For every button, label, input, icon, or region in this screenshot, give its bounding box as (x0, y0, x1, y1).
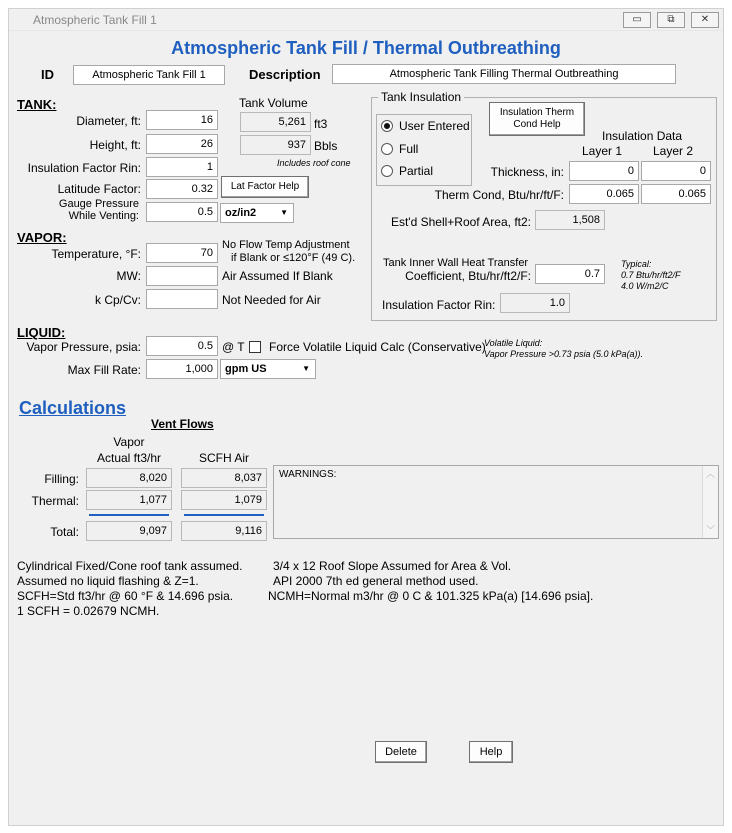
description-label: Description (249, 67, 321, 82)
insulation-rin-value: 1.0 (500, 293, 570, 313)
vapor-pressure-label: Vapor Pressure, psia: (26, 340, 141, 354)
htc-input[interactable]: 0.7 (535, 264, 605, 284)
note-right-1: 3/4 x 12 Roof Slope Assumed for Area & Vol. (273, 559, 512, 573)
shell-roof-area-label: Est'd Shell+Roof Area, ft2: (390, 215, 531, 229)
tank-volume-ft3-unit: ft3 (314, 117, 328, 131)
fill-rate-units-value: gpm US (225, 363, 267, 375)
radio-full-label: Full (399, 142, 419, 156)
volatile-note-1: Volatile Liquid: (484, 338, 543, 348)
therm-cond-label: Therm Cond, Btu/hr/ft/F: (434, 188, 564, 202)
temperature-label: Temperature, °F: (51, 247, 141, 261)
radio-full[interactable] (381, 143, 393, 155)
gauge-units-select[interactable] (220, 203, 294, 223)
thickness-label: Thickness, in: (490, 165, 564, 179)
volatile-note-2: Vapor Pressure >0.73 psia (5.0 kPa(a)). (484, 349, 643, 359)
tank-volume-bbls-unit: Bbls (314, 139, 338, 153)
chevron-down-icon: ▼ (280, 208, 288, 217)
help-button[interactable]: Help (469, 741, 513, 763)
at-t-label: @ T (222, 340, 245, 354)
insulation-rin-label: Insulation Factor Rin: (382, 298, 496, 312)
col1-header-2: Actual ft3/hr (96, 451, 162, 465)
tank-section-label: TANK: (17, 97, 57, 112)
scroll-up-icon[interactable]: ︿ (706, 469, 716, 479)
therm-cond-layer2-input[interactable]: 0.065 (641, 184, 711, 204)
id-field[interactable]: Atmospheric Tank Fill 1 (73, 65, 225, 85)
liquid-section-label: LIQUID: (17, 325, 66, 340)
col1-header-1: Vapor (113, 435, 145, 449)
tank-volume-bbls: 937 (240, 135, 311, 155)
restore-button[interactable] (657, 12, 685, 28)
latitude-input[interactable]: 0.32 (146, 179, 218, 199)
k-label: k Cp/Cv: (94, 293, 141, 307)
window-title: Atmospheric Tank Fill 1 (33, 13, 157, 27)
restore-icon: ⧉ (667, 14, 675, 25)
insulation-therm-cond-help-button[interactable]: Insulation Therm Cond Help (489, 102, 585, 136)
height-input[interactable]: 26 (146, 134, 218, 154)
tank-insulation-group-label: Tank Insulation (378, 90, 464, 104)
fill-rate-units-select[interactable] (220, 359, 316, 379)
shell-roof-area-value: 1,508 (535, 210, 605, 230)
vapor-pressure-input[interactable]: 0.5 (146, 336, 218, 356)
gauge-pressure-label-2: While Venting: (68, 210, 139, 222)
vent-flows-label: Vent Flows (151, 417, 214, 431)
gauge-pressure-label-1: Gauge Pressure (58, 198, 139, 210)
id-label: ID (41, 67, 54, 82)
diameter-input[interactable]: 16 (146, 110, 218, 130)
tank-volume-ft3: 5,261 (240, 112, 311, 132)
warnings-box[interactable] (273, 465, 719, 539)
filling-scfh-value: 8,037 (181, 468, 267, 488)
note-right-2: API 2000 7th ed general method used. (273, 574, 479, 588)
description-field[interactable]: Atmospheric Tank Filling Thermal Outbreathing (332, 64, 676, 84)
total-actual-value: 9,097 (86, 521, 172, 541)
typical-note-2: 0.7 Btu/hr/ft2/F (621, 270, 681, 280)
tank-volume-note: Includes roof cone (277, 158, 351, 168)
mw-note: Air Assumed If Blank (222, 269, 333, 283)
note-left-4: 1 SCFH = 0.02679 NCMH. (17, 604, 160, 618)
therm-cond-layer1-input[interactable]: 0.065 (569, 184, 639, 204)
minimize-button[interactable] (623, 12, 651, 28)
insulation-factor-label: Insulation Factor Rin: (27, 161, 141, 175)
note-left-1: Cylindrical Fixed/Cone roof tank assumed. (17, 559, 243, 573)
gauge-pressure-input[interactable]: 0.5 (146, 202, 218, 222)
height-label: Height, ft: (89, 138, 141, 152)
thermal-label: Thermal: (31, 494, 79, 508)
temperature-input[interactable]: 70 (146, 243, 218, 263)
note-left-2: Assumed no liquid flashing & Z=1. (17, 574, 199, 588)
tank-volume-label: Tank Volume (239, 96, 308, 110)
k-note: Not Needed for Air (222, 293, 321, 307)
diameter-label: Diameter, ft: (76, 114, 141, 128)
typical-note-3: 4.0 W/m2/C (621, 281, 669, 291)
warnings-label: WARNINGS: (279, 469, 337, 480)
htc-label-1: Tank Inner Wall Heat Transfer (383, 257, 529, 269)
close-button[interactable] (691, 12, 719, 28)
radio-user-entered[interactable] (381, 120, 393, 132)
radio-user-entered-label: User Entered (399, 119, 470, 133)
note-right-3: NCMH=Normal m3/hr @ 0 C & 101.325 kPa(a) [14.696 psia]. (268, 589, 594, 603)
temp-note-1: No Flow Temp Adjustment (222, 239, 350, 251)
latitude-label: Latitude Factor: (57, 182, 141, 196)
insulation-factor-input[interactable]: 1 (146, 157, 218, 177)
sum-line-actual (89, 514, 169, 516)
layer2-label: Layer 2 (653, 144, 694, 158)
scroll-down-icon[interactable]: ﹀ (706, 525, 716, 535)
fill-rate-input[interactable]: 1,000 (146, 359, 218, 379)
chevron-down-icon: ▼ (302, 364, 310, 373)
thermal-scfh-value: 1,079 (181, 490, 267, 510)
minimize-icon: ▭ (632, 14, 642, 25)
insulation-data-label: Insulation Data (602, 129, 683, 143)
dialog-window (8, 8, 724, 826)
typical-note-1: Typical: (621, 259, 652, 269)
mw-input[interactable] (146, 266, 218, 286)
total-label: Total: (50, 525, 79, 539)
delete-button[interactable]: Delete (375, 741, 427, 763)
k-input[interactable] (146, 289, 218, 309)
thickness-layer1-input[interactable]: 0 (569, 161, 639, 181)
radio-partial[interactable] (381, 165, 393, 177)
col2-header: SCFH Air (198, 451, 249, 465)
fill-rate-label: Max Fill Rate: (67, 363, 141, 377)
title-bar[interactable] (9, 9, 723, 31)
thermal-actual-value: 1,077 (86, 490, 172, 510)
note-left-3: SCFH=Std ft3/hr @ 60 °F & 14.696 psia. (17, 589, 234, 603)
warnings-scrollbar[interactable] (702, 466, 718, 538)
radio-partial-label: Partial (399, 164, 434, 178)
filling-actual-value: 8,020 (86, 468, 172, 488)
force-volatile-checkbox[interactable] (249, 341, 261, 353)
filling-label: Filling: (44, 472, 79, 486)
thickness-layer2-input[interactable]: 0 (641, 161, 711, 181)
calculations-heading: Calculations (19, 398, 127, 418)
form-title: Atmospheric Tank Fill / Thermal Outbreathing (171, 38, 561, 58)
force-volatile-label: Force Volatile Liquid Calc (Conservative) (269, 340, 486, 354)
vapor-section-label: VAPOR: (17, 230, 67, 245)
sum-line-scfh (184, 514, 264, 516)
close-icon: ✕ (700, 14, 710, 25)
temp-note-2: if Blank or ≤120°F (49 C). (231, 252, 356, 264)
total-scfh-value: 9,116 (181, 521, 267, 541)
htc-label-2: Coefficient, Btu/hr/ft2/F: (405, 269, 531, 283)
gauge-units-value: oz/in2 (225, 207, 257, 219)
lat-factor-help-button[interactable]: Lat Factor Help (221, 176, 309, 198)
layer1-label: Layer 1 (582, 144, 623, 158)
mw-label: MW: (116, 269, 141, 283)
